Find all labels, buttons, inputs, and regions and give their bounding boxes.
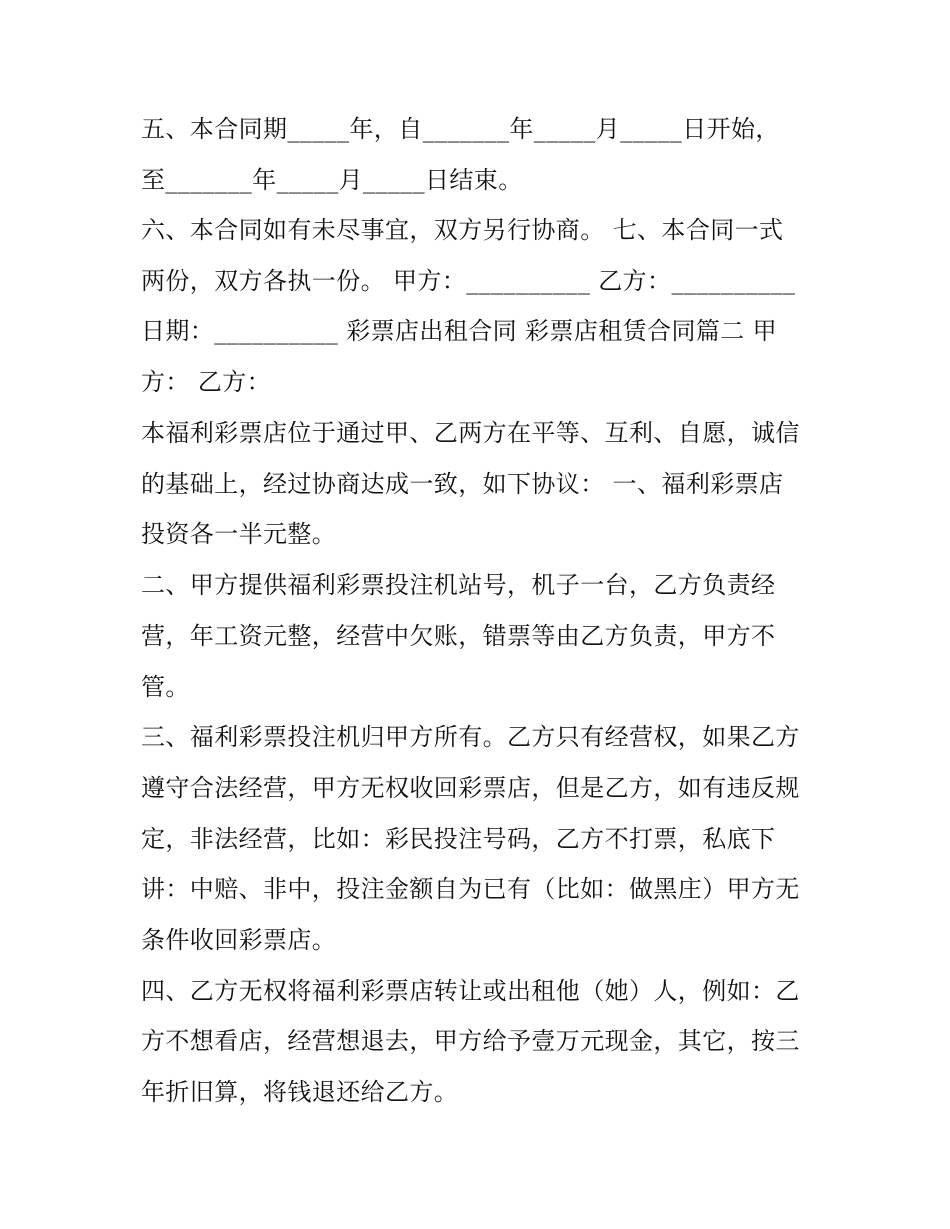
text-line-14: 遵守合法经营，甲方无权收回彩票店，但是乙方，如有违反规 [141, 774, 800, 802]
text-line-1: 五、本合同期_____年，自_______年_____月_____日开始， [141, 115, 780, 143]
text-line-2: 至_______年_____月_____日结束。 [141, 166, 523, 194]
text-line-18: 四、乙方无权将福利彩票店转让或出租他（她）人，例如：乙 [141, 977, 800, 1005]
text-line-12: 管。 [141, 673, 190, 701]
text-line-10: 二、甲方提供福利彩票投注机站号，机子一台，乙方负责经 [141, 571, 776, 599]
text-line-15: 定，非法经营，比如：彩民投注号码，乙方不打票，私底下 [141, 825, 776, 853]
text-line-17: 条件收回彩票店。 [141, 926, 337, 954]
text-line-13: 三、福利彩票投注机归甲方所有。乙方只有经营权，如果乙方 [141, 723, 800, 751]
text-line-20: 年折旧算，将钱退还给乙方。 [141, 1078, 459, 1106]
text-line-11: 营，年工资元整，经营中欠账，错票等由乙方负责，甲方不 [141, 622, 776, 650]
text-line-4: 两份，双方各执一份。 甲方：__________ 乙方：__________ [141, 267, 796, 295]
text-line-6: 方： 乙方： [141, 368, 272, 396]
text-line-8: 的基础上，经过协商达成一致，如下协议： 一、福利彩票店 [141, 470, 784, 498]
text-line-3: 六、本合同如有未尽事宜，双方另行协商。 七、本合同一式 [141, 216, 784, 244]
text-line-7: 本福利彩票店位于通过甲、乙两方在平等、互利、自愿，诚信 [141, 419, 800, 447]
text-line-19: 方不想看店，经营想退去，甲方给予壹万元现金，其它，按三 [141, 1027, 800, 1055]
text-line-9: 投资各一半元整。 [141, 520, 337, 548]
text-line-5: 日期：__________ 彩票店出租合同 彩票店租赁合同篇二 甲 [141, 317, 778, 345]
text-line-16: 讲：中赔、非中，投注金额自为已有（比如：做黑庄）甲方无 [141, 875, 800, 903]
